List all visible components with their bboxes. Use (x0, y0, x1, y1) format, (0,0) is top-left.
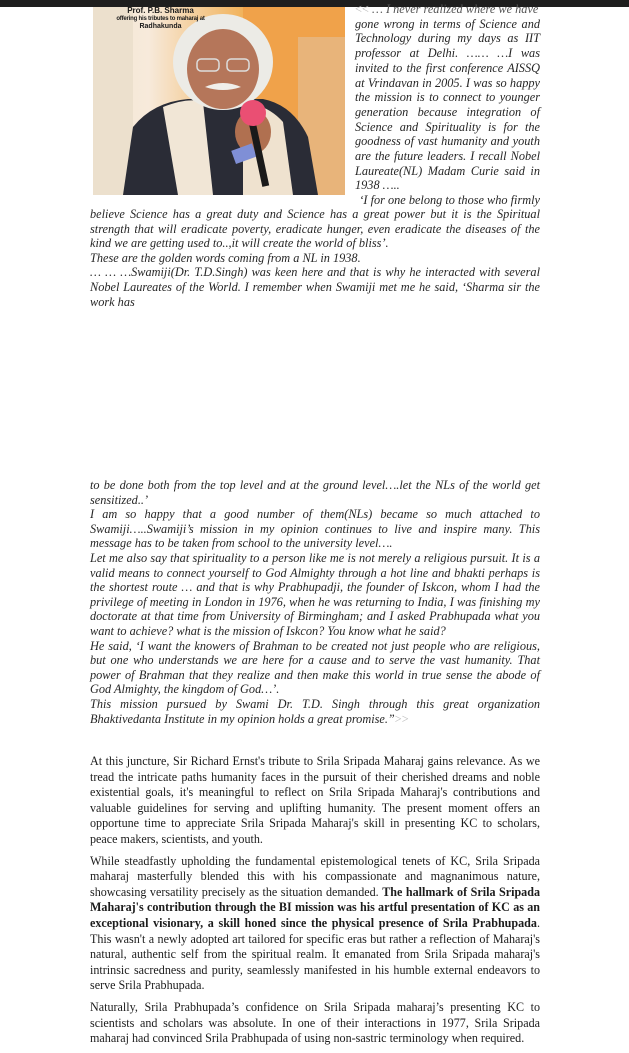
photo-background-left (93, 7, 133, 195)
quote-mission: This mission pursued by Swami Dr. T.D. Singh through this great organization Bhaktivedanta Institute in my opinion holds a great promise.”>> (90, 696, 540, 726)
quote-curie-start: ‘I for one belong to those who firmly (359, 193, 540, 208)
quote-continued (90, 207, 540, 309)
speaker-photo (93, 7, 345, 195)
article-paragraph-2: While steadfastly upholding the fundamental epistemological tenets of KC, Srila Sripada maharaj masterfully blended this with his compassionate and magnanimous nature, showcasing versatility precisely as the situation demanded. The hallmark of Srila Sripada Maharaj's contribution through the BI mission was his artful presentation of KC as an exceptional visionary, a skill honed since the physical presence of Srila Prabhupada. This wasn't a newly adopted art tailored for specific eras but rather a reflection of Maharaj's natural, authentic self from the spiritual realm. It emanated from Srila Sripada maharaj's intrinsic sacredness and purity, seamlessly manifested in his humble external endeavors to serve Srila Prabhupada. (90, 853, 540, 993)
quote-open-marker: << (355, 2, 369, 16)
quote-happy-nls: I am so happy that a good number of them(NLs) became so much attached to Swamiji…..Swamiji’s mission in my opinion continues to live and inspire many. This message has to be taken from school to the university level…. (90, 507, 540, 551)
microphone-icon (240, 100, 266, 126)
quote-side-lead: << … I never realized where we have (355, 2, 539, 16)
article-paragraph-2-highlight: The hallmark of Srila Sripada Maharaj's contribution through the BI mission was his artful presentation of KC as an exceptional visionary, a skill honed since the physical presence of Srila Prabhupada (90, 884, 540, 930)
quote-swamiji-part1: … … …Swamiji(Dr. T.D.Singh) was keen here and that is why he interacted with several Nobel Laureates of the World. I remember when Swamiji met me he said, ‘Sharma sir the work has (90, 265, 540, 309)
quote-close-marker: >> (394, 711, 409, 726)
quote-swamiji-part2: to be done both from the top level and at the ground level….let the NLs of the world get sensitized..’ (90, 478, 540, 507)
article-paragraph-1: At this juncture, Sir Richard Ernst's tribute to Srila Sripada Maharaj gains relevance. As we tread the intricate paths humanity faces in the pursuit of their cherished dreams and noble existential goals, it's meaningful to reflect on Srila Sripada Maharaj's contributions and valuable guidelines for serving and uplifting humanity. The present moment offers an opportune time to appreciate Srila Sripada Maharaj's skill in presenting KC to scholars, peace makers, scientists, and youth. (90, 754, 540, 846)
caption-place: Radhakunda (139, 23, 182, 30)
speaker-photo-illustration (93, 7, 345, 195)
article-paragraph-3: Naturally, Srila Prabhupada’s confidence on Srila Sripada maharaj’s presenting KC to scientists and scholars was absolute. In one of their interactions in 1977, Srila Sripada maharaj had convinced Srila Prabhupada of using non-sastric terminology when required. (90, 999, 540, 1046)
photo-caption (93, 7, 228, 31)
caption-line: offering his tributes to maharaj at (116, 16, 205, 22)
quote-lower (90, 478, 540, 726)
quote-curie-continued: believe Science has a great duty and Science has a great power but it is the Spiritual strength that will eradicate poverty, eradicate hunger, even eradicate the diseases of the kind we are getting used to..,it will create the world of bliss’. (90, 207, 540, 251)
quote-side-text: gone wrong in terms of Science and Technology during my days as IIT professor at Delhi. …… …I was invited to the first conference AISSQ at Vrindavan in 2005. I was so happy the mission is to connect to younger generation because integration of Science and Spirituality is for the goodness of vast humanity and youth are the future leaders. I recall Nobel Laureate(NL) Madam Curie said in 1938 ….. (355, 16, 540, 193)
quote-side-column (355, 2, 540, 208)
article-body (90, 754, 540, 1053)
quote-golden-words: These are the golden words coming from a NL in 1938. (90, 250, 361, 265)
quote-he-said: He said, ‘I want the knowers of Brahman to be created not just people who are religious, but one who understands we are here for a cause and to serve the vast humanity. That power of Brahman that they realize and then make this world in true sense the abode of God Almighty, the kingdom of God…’. (90, 638, 540, 697)
quote-spirituality: Let me also say that spirituality to a person like me is not merely a religious pursuit. It is a valid means to connect yourself to God Almighty through a hot line and bhakti perhaps is the shortest route … and that is why Prabhupadji, the founder of Iskcon, whom I had the privilege of meeting in London in 1976, when he was returning to India, I was finishing my doctorate at that time from University of Birmingham; and I asked Prabhupada what you want to achieve? what is the mission of Iskcon? You know what he said? (90, 550, 540, 638)
caption-name: Prof. P.B. Sharma (127, 7, 194, 15)
